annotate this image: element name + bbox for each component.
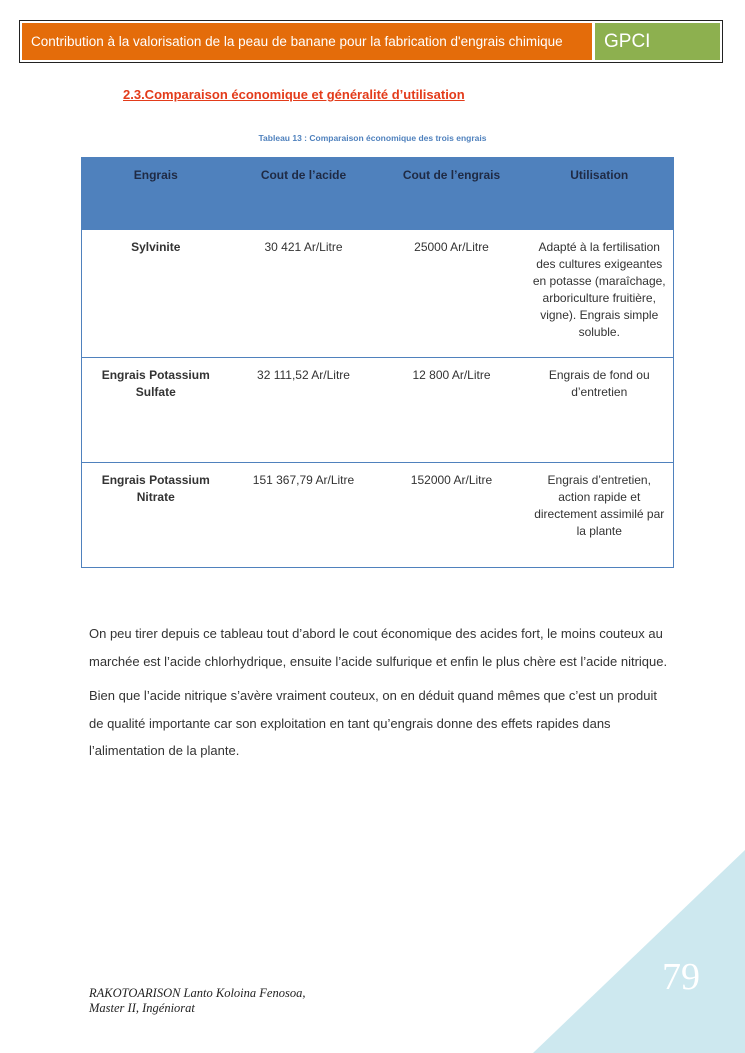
page-number: 79 <box>662 956 700 998</box>
table-cell-engrais: Sylvinite <box>131 240 181 254</box>
column-header: Engrais <box>82 158 230 231</box>
table-caption: Tableau 13 : Comparaison économique des trois engrais <box>258 133 487 143</box>
corner-triangle-decoration <box>533 850 745 1053</box>
table-cell-utilisation: Engrais de fond ou d’entretien <box>526 358 674 463</box>
table-cell-engrais: Engrais Potassium Sulfate <box>82 358 230 463</box>
table-cell-utilisation: Adapté à la fertilisation des cultures exigeantes en potasse (maraîchage, arboriculture fruitière, vigne). Engrais simple soluble. <box>532 240 666 339</box>
table-cell-cout-acide: 30 421 Ar/Litre <box>264 240 343 254</box>
table-cell-cout-engrais: 152000 Ar/Litre <box>378 463 526 568</box>
table-cell-cout-engrais: 25000 Ar/Litre <box>414 240 489 254</box>
table-row <box>82 463 674 568</box>
column-header: Utilisation <box>526 158 674 231</box>
table-cell-utilisation: Engrais d’entretien, action rapide et directement assimilé par la plante <box>526 463 674 568</box>
footer-degree: Master II, Ingéniorat <box>89 1001 195 1015</box>
table-cell-cout-engrais: 12 800 Ar/Litre <box>378 358 526 463</box>
header-title: Contribution à la valorisation de la peau de banane pour la fabrication d'engrais chimique <box>22 23 592 60</box>
column-header: Cout de l’acide <box>230 158 378 231</box>
column-header: Cout de l’engrais <box>378 158 526 231</box>
page-header <box>19 20 723 63</box>
header-tag: GPCI <box>595 23 720 60</box>
comparison-table <box>81 157 674 568</box>
footer-author: RAKOTOARISON Lanto Koloina Fenosoa, <box>89 986 306 1000</box>
paragraph: On peu tirer depuis ce tableau tout d’abord le cout économique des acides fort, le moins couteux au marchée est l’acide chlorhydrique, ensuite l’acide sulfurique et enfin le plus chère est l’acide nitrique. <box>89 626 668 669</box>
table-cell-engrais: Engrais Potassium Nitrate <box>82 463 230 568</box>
footer <box>89 986 305 1016</box>
table-cell-cout-acide: 32 111,52 Ar/Litre <box>230 358 378 463</box>
section-heading: 2.3.Comparaison économique et généralité d’utilisation <box>123 87 465 102</box>
table-row <box>82 358 674 463</box>
table-row <box>82 230 674 358</box>
paragraph: Bien que l’acide nitrique s’avère vraiment couteux, on en déduit quand mêmes que c’est un produit de qualité importante car son exploitation en tant qu’engrais donne des effets rapides dans l’alimentation de la plante. <box>89 688 658 758</box>
table-header-row <box>82 158 674 231</box>
table-cell-cout-acide: 151 367,79 Ar/Litre <box>230 463 378 568</box>
body-text <box>89 620 669 772</box>
